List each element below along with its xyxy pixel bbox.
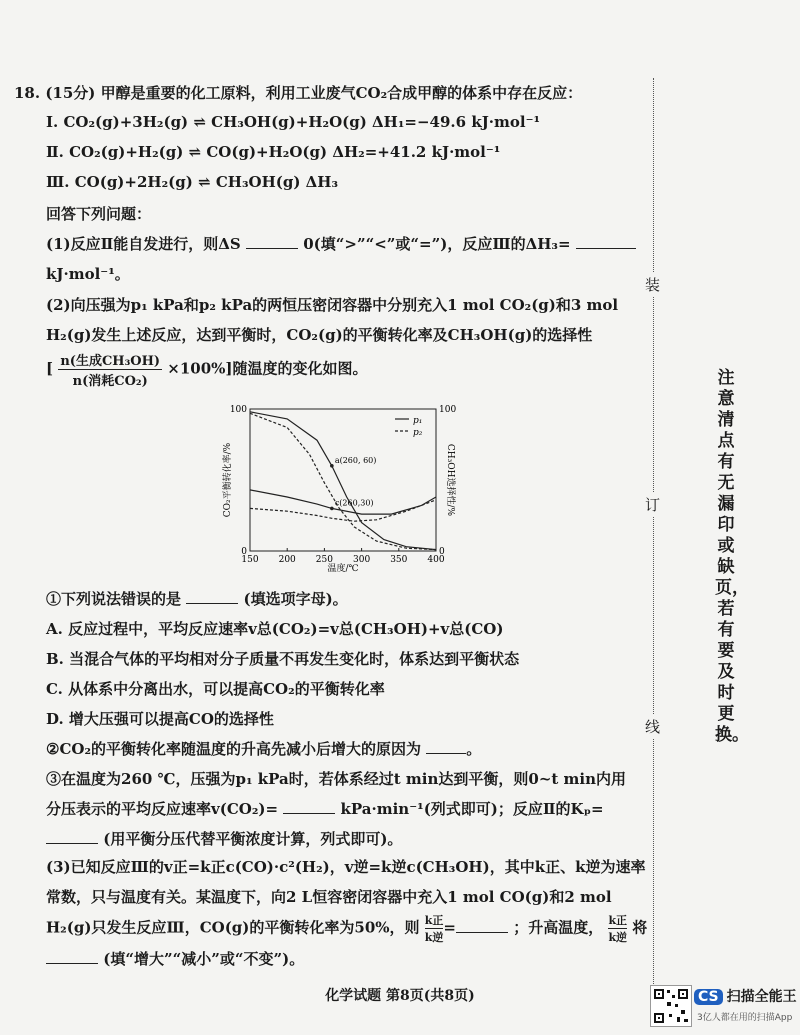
q1-line-2: kJ·mol⁻¹。 xyxy=(46,265,130,283)
option-a: A. 反应过程中，平均反应速率v总(CO₂)=v总(CH₃OH)+v总(CO) xyxy=(46,620,504,638)
binding-dotted-line xyxy=(653,78,654,1008)
trend-blank[interactable] xyxy=(46,949,98,964)
selectivity-fraction xyxy=(58,350,162,389)
annotation-point-a xyxy=(330,464,334,468)
option-d: D. 增大压强可以提高CO的选择性 xyxy=(46,710,274,728)
legend-label-p2: p₂ xyxy=(413,428,423,438)
sub-question-3-text-1: 分压表示的平均反应速率v(CO₂)= xyxy=(46,800,279,818)
q3-line-1: (3)已知反应Ⅲ的v正=k正c(CO)·c²(H₂)，v逆=k逆c(CH₃OH)，其中k正、k逆为速率 xyxy=(46,858,646,876)
x-tick-label: 300 xyxy=(353,555,371,565)
answer-intro: 回答下列问题： xyxy=(46,205,152,223)
sub-question-3-line-2 xyxy=(46,798,604,819)
scanner-badge-label: 扫描全能王 xyxy=(726,989,797,1005)
k-forward-2: k正 xyxy=(608,914,628,927)
binding-char-zhuang: 装 xyxy=(645,272,660,297)
q3-line-3: H₂(g)只发生反应Ⅲ，CO(g)的平衡转化率为50%，则 k正 k逆 = ；升高温度， k正 k逆 将 xyxy=(46,914,648,944)
series-line-selectivity-p2 xyxy=(250,413,436,549)
x-tick-label: 150 xyxy=(241,555,259,565)
sub-question-2: ②CO₂的平衡转化率随温度的升高先减小后增大的原因为 。 xyxy=(46,740,482,758)
rate-blank[interactable] xyxy=(283,799,335,814)
x-tick-label: 350 xyxy=(390,555,408,565)
notice-vertical-text: 注意清点有无漏印或缺页，若有要及时更换。 xyxy=(715,368,749,745)
option-b: B. 当混合气体的平均相对分子质量不再发生变化时，体系达到平衡状态 xyxy=(46,650,520,668)
q3-text-4: (填“增大”“减小”或“不变”)。 xyxy=(103,950,305,968)
q2-text-tail: ×100%]随温度的变化如图。 xyxy=(167,359,368,378)
q3-text-2: ；升高温度， xyxy=(513,918,604,937)
q2-line-1: (2)向压强为p₁ kPa和p₂ kPa的两恒压密闭容器中分别充入1 mol CO₂(g)和3 mol xyxy=(46,296,619,314)
annotation-label-a: a(260, 60) xyxy=(334,455,377,465)
option-1-line xyxy=(46,588,348,609)
option-1-tail: (填选项字母)。 xyxy=(243,590,348,608)
x-axis-label: 温度/℃ xyxy=(327,564,359,574)
x-tick-label: 400 xyxy=(427,555,445,565)
y-left-axis-label: CO₂平衡转化率/% xyxy=(223,442,233,518)
annotation-layer xyxy=(330,456,376,510)
sub-question-3-text-3: (用平衡分压代替平衡浓度计算，列式即可)。 xyxy=(103,830,403,848)
q3-text-1: H₂(g)只发生反应Ⅲ，CO(g)的平衡转化率为50%，则 xyxy=(46,918,420,937)
annotation-label-c: c(260,30) xyxy=(334,498,374,508)
q1-line-1 xyxy=(46,233,636,254)
k-ratio-fraction-1 xyxy=(425,912,444,945)
q1-text-b: 0(填“>”“<”或“=”)，反应Ⅲ的ΔH₃= xyxy=(303,235,571,253)
reaction-2: Ⅱ. CO₂(g)+H₂(g) ⇌ CO(g)+H₂O(g) ΔH₂=+41.2 kJ·mol⁻¹ xyxy=(46,143,501,161)
bracket-open: [ xyxy=(46,359,54,378)
option-c: C. 从体系中分离出水，可以提高CO₂的平衡转化率 xyxy=(46,680,385,698)
sub-question-2-blank[interactable] xyxy=(426,739,466,754)
q2-line-3 xyxy=(46,350,368,389)
legend-label-p1: p₁ xyxy=(413,416,423,426)
legend xyxy=(395,416,423,438)
page-footer: 化学试题 第8页(共8页) xyxy=(325,988,475,1004)
series-layer xyxy=(250,412,436,550)
plot-frame xyxy=(250,409,436,551)
y-left-tick-label: 100 xyxy=(229,405,247,415)
annotation-point-c xyxy=(330,507,334,511)
y-right-tick-label: 100 xyxy=(439,405,457,415)
k-reverse-2: k逆 xyxy=(608,931,628,944)
binding-char-xian: 线 xyxy=(645,714,660,739)
sub-question-3-line-3 xyxy=(46,828,402,849)
fraction-denominator: n(消耗CO₂) xyxy=(72,374,148,389)
k-ratio-fraction-2 xyxy=(608,912,627,945)
reaction-3: Ⅲ. CO(g)+2H₂(g) ⇌ CH₃OH(g) ΔH₃ xyxy=(46,173,339,191)
k-ratio-blank[interactable] xyxy=(456,918,508,933)
option-1-blank[interactable] xyxy=(186,589,238,604)
sub-question-3-line-1: ③在温度为260 ℃，压强为p₁ kPa时，若体系经过t min达到平衡，则0~t min内用 xyxy=(46,770,627,788)
sub-question-2-text: ②CO₂的平衡转化率随温度的升高先减小后增大的原因为 xyxy=(46,740,422,758)
x-tick-label: 250 xyxy=(315,555,333,565)
scanner-badge-subtitle: 3亿人都在用的扫描App xyxy=(697,1013,793,1023)
tick-layer xyxy=(230,405,457,565)
q1-blank-deltaH3[interactable] xyxy=(576,234,636,249)
fraction-numerator: n(生成CH₃OH) xyxy=(58,350,162,370)
y-left-tick-label: 0 xyxy=(241,547,247,557)
k-forward: k正 xyxy=(424,914,444,927)
series-line-selectivity-p1 xyxy=(250,412,436,550)
binding-char-ding: 订 xyxy=(645,492,660,517)
y-right-axis-label: CH₃OH选择性/% xyxy=(445,443,455,517)
kp-blank[interactable] xyxy=(46,829,98,844)
sub-question-3-text-2: kPa·min⁻¹(列式即可)；反应Ⅱ的Kₚ= xyxy=(340,800,604,818)
question-header: 18. (15分) 甲醇是重要的化工原料，利用工业废气CO₂合成甲醇的体系中存在反应： xyxy=(14,84,583,102)
q3-line-2: 常数，只与温度有关。某温度下，向2 L恒容密闭容器中充入1 mol CO(g)和2 mol xyxy=(46,888,612,906)
y-right-tick-label: 0 xyxy=(439,547,445,557)
option-1-text: ①下列说法错误的是 xyxy=(46,590,182,608)
scanner-badge xyxy=(694,986,797,1006)
x-tick-label: 200 xyxy=(278,555,296,565)
q3-text-3: 将 xyxy=(632,918,648,937)
q2-line-2: H₂(g)发生上述反应，达到平衡时，CO₂(g)的平衡转化率及CH₃OH(g)的选择性 xyxy=(46,326,593,344)
q3-line-4 xyxy=(46,948,304,969)
q1-blank-deltaS[interactable] xyxy=(246,234,298,249)
q1-text-a: (1)反应Ⅱ能自发进行，则ΔS xyxy=(46,235,241,253)
k-reverse: k逆 xyxy=(424,931,444,944)
scanner-logo-icon: CS xyxy=(694,989,723,1005)
conversion-selectivity-chart xyxy=(220,395,460,575)
qr-code-icon xyxy=(650,985,692,1027)
reaction-1: Ⅰ. CO₂(g)+3H₂(g) ⇌ CH₃OH(g)+H₂O(g) ΔH₁=−49.6 kJ·mol⁻¹ xyxy=(46,113,541,131)
